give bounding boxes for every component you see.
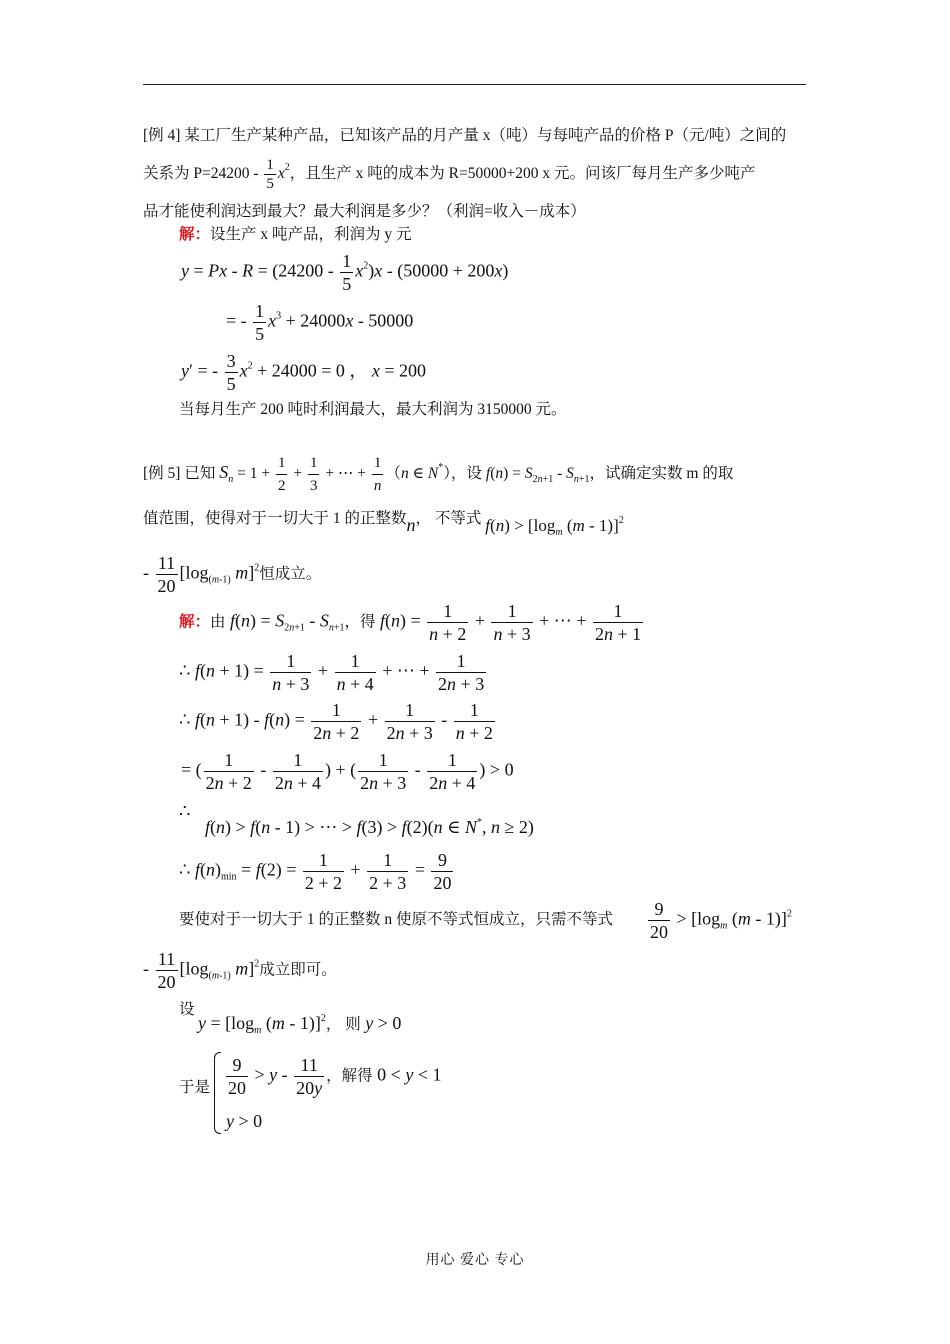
system-line1: $\frac{9}{20}$ > y - $\frac{11}{20y}$ ，解得 0 < y < 1 bbox=[228, 1055, 442, 1098]
solution-by: 由 bbox=[210, 613, 226, 631]
requirement-tail: 成立即可。 bbox=[259, 961, 337, 979]
example5-line3: - $\frac{11}{20}$ [$\log_{(m-1)}$ m]$^2$恒成立。 bbox=[143, 553, 322, 596]
example4-line3: 品才能使利润达到最大？最大利润是多少？（利润=收入－成本） bbox=[143, 203, 586, 220]
example5-line1-b: ，设 bbox=[451, 465, 483, 483]
formula-profit-simplified: = - $\frac{1}{5}$ $x^3 + 24000x - 50000$ bbox=[226, 301, 414, 344]
example4-conclusion: 当每月生产 200 吨时利润最大，最大利润为 3150000 元。 bbox=[179, 401, 567, 418]
example5-line2: 值范围，使得对于一切大于 1 的正整数n， 不等式 $f(n) > [\log_m$ (m - 1)]$^2$ bbox=[143, 510, 624, 538]
page-footer: 用心 爱心 专心 bbox=[425, 1253, 525, 1268]
requirement-text: 要使对于一切大于 1 的正整数 n 使原不等式恒成立，只需不等式 bbox=[179, 911, 614, 928]
hence-label: 于是 bbox=[179, 1079, 211, 1096]
fraction: $\frac{1}{3}$ bbox=[308, 452, 320, 497]
solution-line3: ∴ f(n + 1) - f(n) = $\frac{1}{2n + 2}$ + $\frac{1}{2n + 3}$ - $\frac{1}{n + 2}$ bbox=[179, 700, 493, 743]
example5-line2-b: ， 不等式 bbox=[415, 510, 482, 527]
let-formula: $y = [\log_m$ (m - 1)]$^2$， 则 y > 0 bbox=[198, 1013, 402, 1036]
fraction: $\frac{1}{5}$ bbox=[266, 157, 274, 192]
example4-line2-a: 关系为 P=24200 - bbox=[143, 164, 259, 182]
solve-label: ，解得 bbox=[326, 1067, 373, 1085]
requirement-line2: - $\frac{11}{20}$ [$\log_{(m-1)}$ m]$^2$成立即可。 bbox=[143, 949, 337, 992]
example5-line1-c: ，试确定实数 m 的取 bbox=[589, 465, 734, 483]
requirement-line bbox=[179, 910, 613, 930]
fraction: $\frac{1}{2}$ bbox=[276, 452, 288, 497]
example5-line2-text: 值范围，使得对于一切大于 1 的正整数 bbox=[143, 510, 407, 527]
header-rule bbox=[143, 84, 806, 85]
solution-text: 设生产 x 吨产品，利润为 y 元 bbox=[210, 226, 412, 243]
solution-line5: f(n) > f(n - 1) > ⋯ > f(3) > f(2)(n ∈ N*, n ≥ 2) bbox=[205, 817, 534, 837]
example4-line1: [例 4] 某工厂生产某种产品，已知该产品的月产量 x（吨）与每吨产品的价格 P（元/吨）之间的 bbox=[143, 127, 787, 144]
solution-line4: = ( $\frac{1}{2n + 2}$ - $\frac{1}{2n + 4}$ ) + ( $\frac{1}{2n + 3}$ - $\frac{1}{2n + 4}$ ) > 0 bbox=[181, 750, 514, 793]
example5-line1: [例 5] 已知 $S_n = 1$ + $\frac{1}{2}$ + $\frac{1}{3}$ + ⋯ + $\frac{1}{n}$ （n ∈ N*），设 $f(n) = S_{2n+1} - S_{n+1}$，试确定实数 m 的取 bbox=[143, 452, 733, 497]
example5-line1-a: [例 5] 已知 bbox=[143, 465, 216, 483]
requirement-formula: $\frac{9}{20}$ > [$\log_m$ (m - 1)]$^2$ bbox=[650, 899, 792, 942]
let-label: 设 bbox=[179, 1001, 195, 1018]
formula-derivative: y′ = - $\frac{3}{5}$ $x^2 + 24000 = 0$ ， x = 200 bbox=[181, 351, 427, 394]
system-brace bbox=[214, 1052, 221, 1134]
solution-get: ，得 bbox=[344, 613, 376, 631]
formula-profit: y = Px - R = (24200 - $\frac{1}{5}$ $x^2)x - (50000 + 200x)$ bbox=[181, 251, 509, 294]
example5-line3-tail: 恒成立。 bbox=[259, 565, 322, 583]
system-line2: y > 0 bbox=[226, 1111, 263, 1131]
then-label: ， 则 bbox=[325, 1016, 361, 1033]
therefore-symbol-standalone: ∴ bbox=[179, 801, 191, 821]
solution-line6: ∴ $f(n)_{min} = f(2)$ = $\frac{1}{2 + 2}$ + $\frac{1}{2 + 3}$ = $\frac{9}{20}$ bbox=[179, 850, 452, 893]
example4-line2-b: ，且生产 x 吨的成本为 R=50000+200 x 元。问该厂每月生产多少吨产 bbox=[289, 164, 756, 182]
fraction: $\frac{1}{n}$ bbox=[372, 452, 384, 497]
therefore-symbol: ∴ bbox=[179, 859, 191, 880]
solution-label: 解： bbox=[179, 613, 211, 631]
therefore-symbol: ∴ bbox=[179, 709, 191, 730]
example4-solution-line bbox=[179, 225, 412, 245]
example4-line2: 关系为 P=24200 - $\frac{1}{5}$ $x^2$，且生产 x 吨的成本为 R=50000+200 x 元。问该厂每月生产多少吨产 bbox=[143, 157, 756, 192]
therefore-symbol: ∴ bbox=[179, 660, 191, 681]
solution-line1: 解：由 $f(n) = S_{2n+1} - S_{n+1}$，得 f(n) = $\frac{1}{n + 2}$ + $\frac{1}{n + 3}$ + ⋯ + $\frac{1}{2n + 1}$ bbox=[179, 601, 642, 644]
solution-label: 解： bbox=[179, 226, 211, 243]
solution-line2: ∴ f(n + 1) = $\frac{1}{n + 3}$ + $\frac{1}{n + 4}$ + ⋯ + $\frac{1}{2n + 3}$ bbox=[179, 651, 485, 694]
